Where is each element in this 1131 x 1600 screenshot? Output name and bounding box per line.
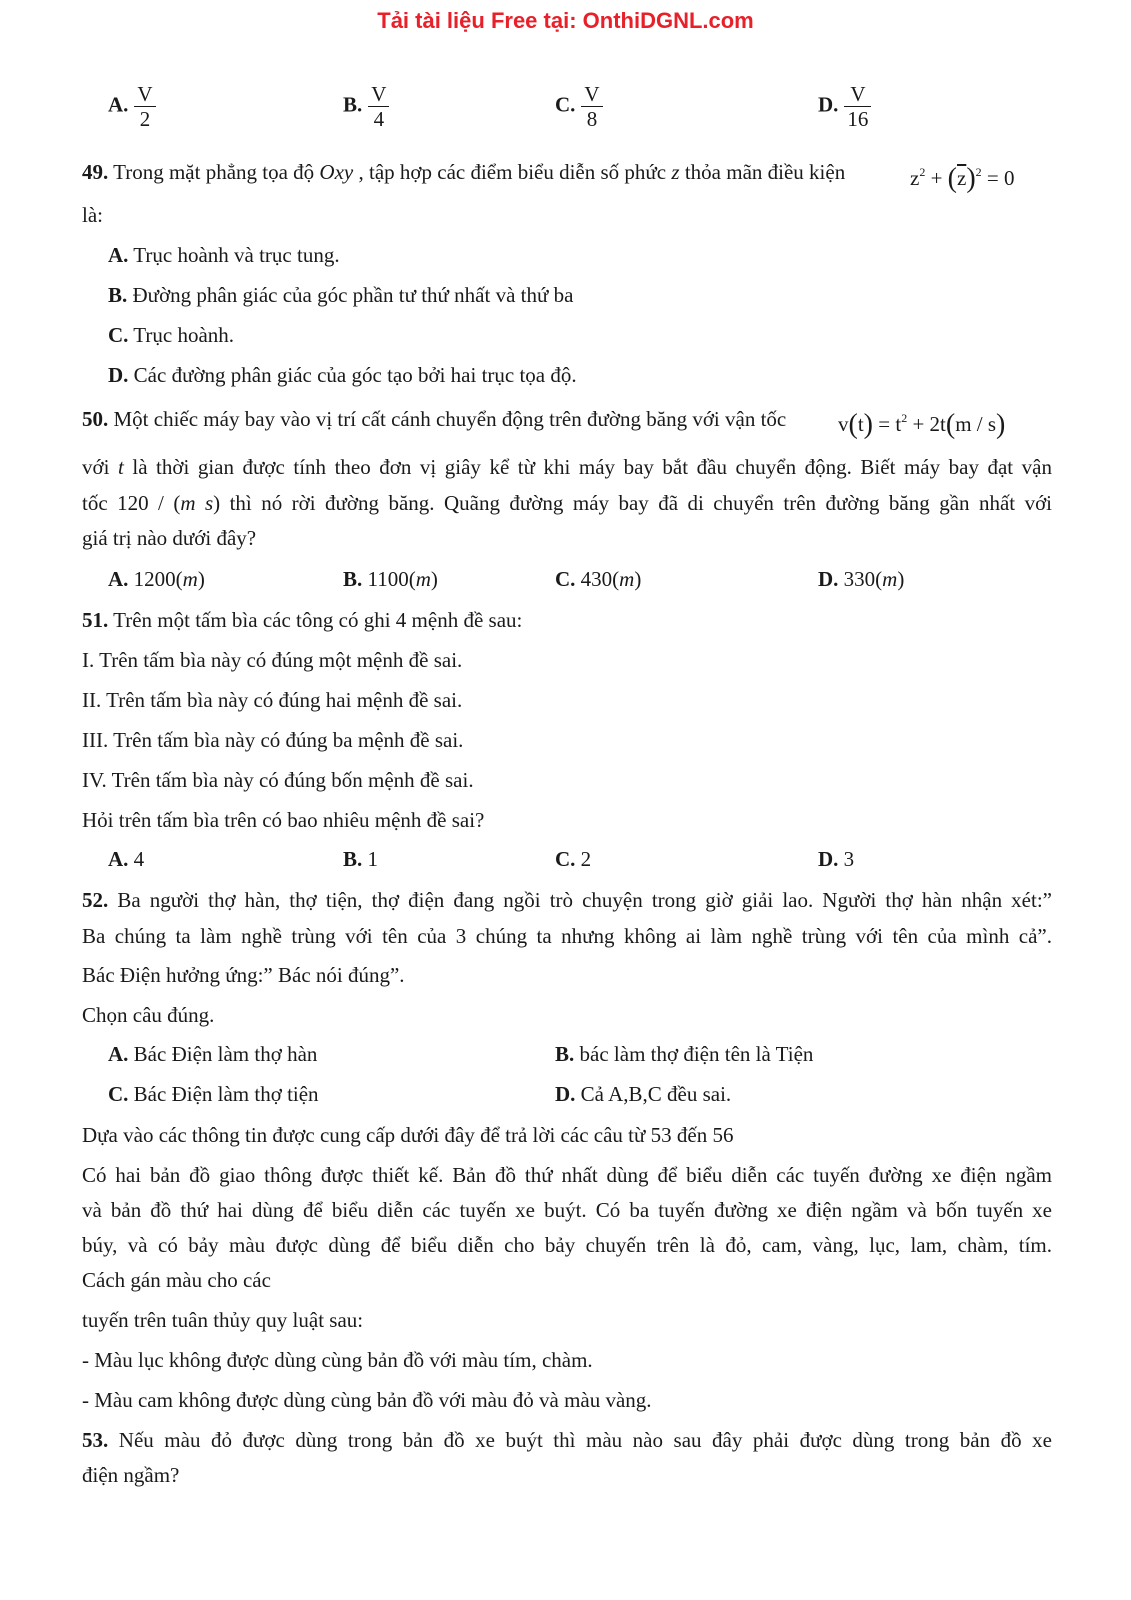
q52-line2: Ba chúng ta làm nghề trùng với tên của 3 chúng ta nhưng không ai làm nghề trùng với tên của mình cả”.: [82, 924, 1052, 948]
q49-option-d: [108, 362, 577, 388]
option-label: B.: [343, 92, 363, 117]
option-text: 1: [362, 847, 379, 871]
option-text: 3: [838, 847, 855, 871]
q49-option-a: [108, 242, 340, 268]
option-text: 4: [128, 847, 145, 871]
q50-option-b: [343, 567, 438, 592]
q52-option-c: [108, 1082, 319, 1107]
option-unit: m: [415, 567, 431, 591]
option-value: 330(: [838, 567, 883, 591]
passage-line: Có hai bản đồ giao thông được thiết kế. Bản đồ thứ nhất dùng để biểu diễn các tuyến đường xe điện ngầm: [82, 1163, 1052, 1187]
text: với: [82, 455, 118, 479]
option-close: ): [897, 567, 905, 591]
q50-equation: $v(t) = t^2 + 2t(m / s)$: [838, 409, 1006, 440]
eq-v: v: [838, 412, 849, 436]
eq-d: + 2t: [907, 412, 946, 436]
option-close: ): [430, 567, 438, 591]
eq-plus: +: [925, 166, 948, 190]
fraction-numerator: V: [368, 82, 389, 107]
var-t: t: [117, 455, 124, 479]
passage-line: Cách gán màu cho các: [82, 1268, 271, 1292]
fraction-numerator: V: [844, 82, 871, 107]
q53-line1: [82, 1427, 1052, 1453]
option-label: A.: [108, 243, 129, 267]
q52-option-d: [555, 1082, 731, 1107]
q49-text-a: Trong mặt phẳng tọa độ: [108, 160, 320, 184]
eq-exponent: 2: [919, 165, 926, 179]
option-value: 1200(: [128, 567, 183, 591]
q48-option-d: [818, 82, 871, 131]
statement: IV. Trên tấm bìa này có đúng bốn mệnh đề sai.: [82, 768, 474, 792]
option-label: B.: [555, 1042, 575, 1066]
fraction-denominator: 16: [847, 107, 869, 131]
q50-text: Một chiếc máy bay vào vị trí cất cánh chuyển động trên đường băng với vận tốc: [108, 407, 787, 431]
option-label: C.: [108, 1082, 129, 1106]
question-number: 50.: [82, 407, 109, 431]
question-number: 51.: [82, 608, 109, 632]
fraction-denominator: 2: [139, 107, 151, 131]
q50-option-a: [108, 567, 205, 592]
option-label: B.: [343, 567, 363, 591]
option-label: C.: [555, 567, 576, 591]
q51-option-c: [555, 847, 591, 872]
option-label: D.: [555, 1082, 576, 1106]
fraction: [581, 82, 602, 131]
fraction: [368, 82, 389, 131]
passage-intro: Dựa vào các thông tin được cung cấp dưới đây để trả lời các câu từ 53 đến 56: [82, 1123, 734, 1147]
option-close: ): [634, 567, 642, 591]
q52-line1: [82, 887, 1052, 913]
option-label: D.: [818, 847, 839, 871]
option-text: bác làm thợ điện tên là Tiện: [574, 1042, 814, 1066]
eq-exponent: 2: [901, 411, 908, 425]
q50-option-c: [555, 567, 641, 592]
fraction-numerator: V: [581, 82, 602, 107]
text: tốc 120 / (: [82, 491, 181, 515]
q49-oxy: Oxy: [319, 160, 354, 184]
option-text: Bác Điện làm thợ tiện: [128, 1082, 319, 1106]
statement: II. Trên tấm bìa này có đúng hai mệnh đề sai.: [82, 688, 463, 712]
option-label: B.: [343, 847, 363, 871]
eq-z: z: [910, 166, 920, 190]
q49-tail: là:: [82, 203, 103, 227]
q49-z: z: [671, 160, 680, 184]
option-text: Cả A,B,C đều sai.: [575, 1082, 732, 1106]
option-text: 2: [575, 847, 592, 871]
option-value: 430(: [575, 567, 620, 591]
eq-t: t: [857, 412, 864, 436]
text: là thời gian được tính theo đơn vị giây kể từ khi máy bay bắt đầu chuyển động. Biết máy bay đạt vận: [123, 455, 1052, 479]
fraction: [844, 82, 871, 131]
option-label: A.: [108, 92, 129, 117]
q51-stem: [82, 607, 522, 633]
q49-stem: [82, 159, 845, 185]
eq-exponent: 2: [975, 165, 982, 179]
option-unit: m: [182, 567, 198, 591]
q52-line4: Chọn câu đúng.: [82, 1003, 215, 1027]
eq-unit: m / s: [955, 412, 997, 436]
q50-line2: [82, 454, 1052, 480]
q52-option-a: [108, 1042, 317, 1067]
q49-option-c: [108, 322, 234, 348]
site-banner[interactable]: Tải tài liệu Free tại: OnthiDGNL.com: [377, 8, 754, 33]
q49-text-c: thỏa mãn điều kiện: [679, 160, 846, 184]
eq-c: = t: [873, 412, 902, 436]
q50-option-d: [818, 567, 904, 592]
q53-text: Nếu màu đỏ được dùng trong bản đồ xe buýt thì màu nào sau đây phải được dùng trong bản đồ xe: [108, 1428, 1052, 1452]
statement: III. Trên tấm bìa này có đúng ba mệnh đề sai.: [82, 728, 464, 752]
q52-text: Ba người thợ hàn, thợ tiện, thợ điện đang ngồi trò chuyện trong giờ giải lao. Người thợ hàn nhận xét:”: [108, 888, 1052, 912]
q51-question: Hỏi trên tấm bìa trên có bao nhiêu mệnh đề sai?: [82, 808, 485, 832]
option-label: A.: [108, 1042, 129, 1066]
question-number: 52.: [82, 888, 109, 912]
option-text: Các đường phân giác của góc tạo bởi hai trục tọa độ.: [128, 363, 577, 387]
passage-line: tuyến trên tuân thủy quy luật sau:: [82, 1308, 364, 1332]
question-number: 49.: [82, 160, 109, 184]
q49-option-b: [108, 282, 573, 308]
option-label: D.: [818, 567, 839, 591]
eq-z-conjugate: $\overline{z}$: [957, 166, 967, 190]
option-text: Đường phân giác của góc phần tư thứ nhất và thứ ba: [127, 283, 574, 307]
option-label: D.: [108, 363, 129, 387]
question-number: 53.: [82, 1428, 109, 1452]
q50-stem: [82, 406, 786, 432]
passage-line: búy, và có bảy màu được dùng để biểu diễn cho bảy chuyến trên là đỏ, cam, vàng, lục, lam, chàm, tím.: [82, 1233, 1052, 1257]
option-value: 1100(: [362, 567, 416, 591]
option-label: C.: [555, 847, 576, 871]
q48-option-b: [343, 82, 389, 131]
fraction: [134, 82, 155, 131]
fraction-denominator: 4: [373, 107, 385, 131]
option-label: A.: [108, 847, 129, 871]
q50-line4: giá trị nào dưới đây?: [82, 526, 257, 550]
eq-rest: = 0: [981, 166, 1015, 190]
option-label: D.: [818, 92, 839, 117]
passage-line: và bản đồ thứ hai dùng để biểu diễn các tuyến xe buýt. Có ba tuyến đường xe điện ngầm và bốn tuyến xe: [82, 1198, 1052, 1222]
q51-option-b: [343, 847, 378, 872]
fraction-numerator: V: [134, 82, 155, 107]
option-label: B.: [108, 283, 128, 307]
option-text: Trục hoành.: [128, 323, 235, 347]
q50-line3: [82, 490, 1052, 516]
q51-text: Trên một tấm bìa các tông có ghi 4 mệnh đề sau:: [108, 608, 523, 632]
q48-option-a: [108, 82, 156, 131]
option-close: ): [197, 567, 205, 591]
passage-rule: - Màu lục không được dùng cùng bản đồ với màu tím, chàm.: [82, 1348, 593, 1372]
text: ) thì nó rời đường băng. Quãng đường máy bay đã di chuyển trên đường băng gần nhất với: [213, 491, 1053, 515]
passage-rule: - Màu cam không được dùng cùng bản đồ với màu đỏ và màu vàng.: [82, 1388, 652, 1412]
q53-line2: điện ngầm?: [82, 1463, 180, 1487]
q49-equation: $z^2 + (\overline{z})^2 = 0$: [910, 163, 1015, 194]
option-text: Bác Điện làm thợ hàn: [128, 1042, 318, 1066]
q49-text-b: , tập hợp các điểm biểu diễn số phức: [353, 160, 672, 184]
statement: I. Trên tấm bìa này có đúng một mệnh đề sai.: [82, 648, 463, 672]
q52-line3: Bác Điện hưởng ứng:” Bác nói đúng”.: [82, 963, 405, 987]
q52-option-b: [555, 1042, 813, 1067]
q51-option-a: [108, 847, 144, 872]
option-label: C.: [108, 323, 129, 347]
unit-ms: m s: [180, 491, 214, 515]
option-unit: m: [619, 567, 635, 591]
option-text: Trục hoành và trục tung.: [128, 243, 340, 267]
q48-option-c: [555, 82, 603, 131]
option-label: A.: [108, 567, 129, 591]
fraction-denominator: 8: [586, 107, 598, 131]
q51-option-d: [818, 847, 854, 872]
option-unit: m: [882, 567, 898, 591]
option-label: C.: [555, 92, 576, 117]
